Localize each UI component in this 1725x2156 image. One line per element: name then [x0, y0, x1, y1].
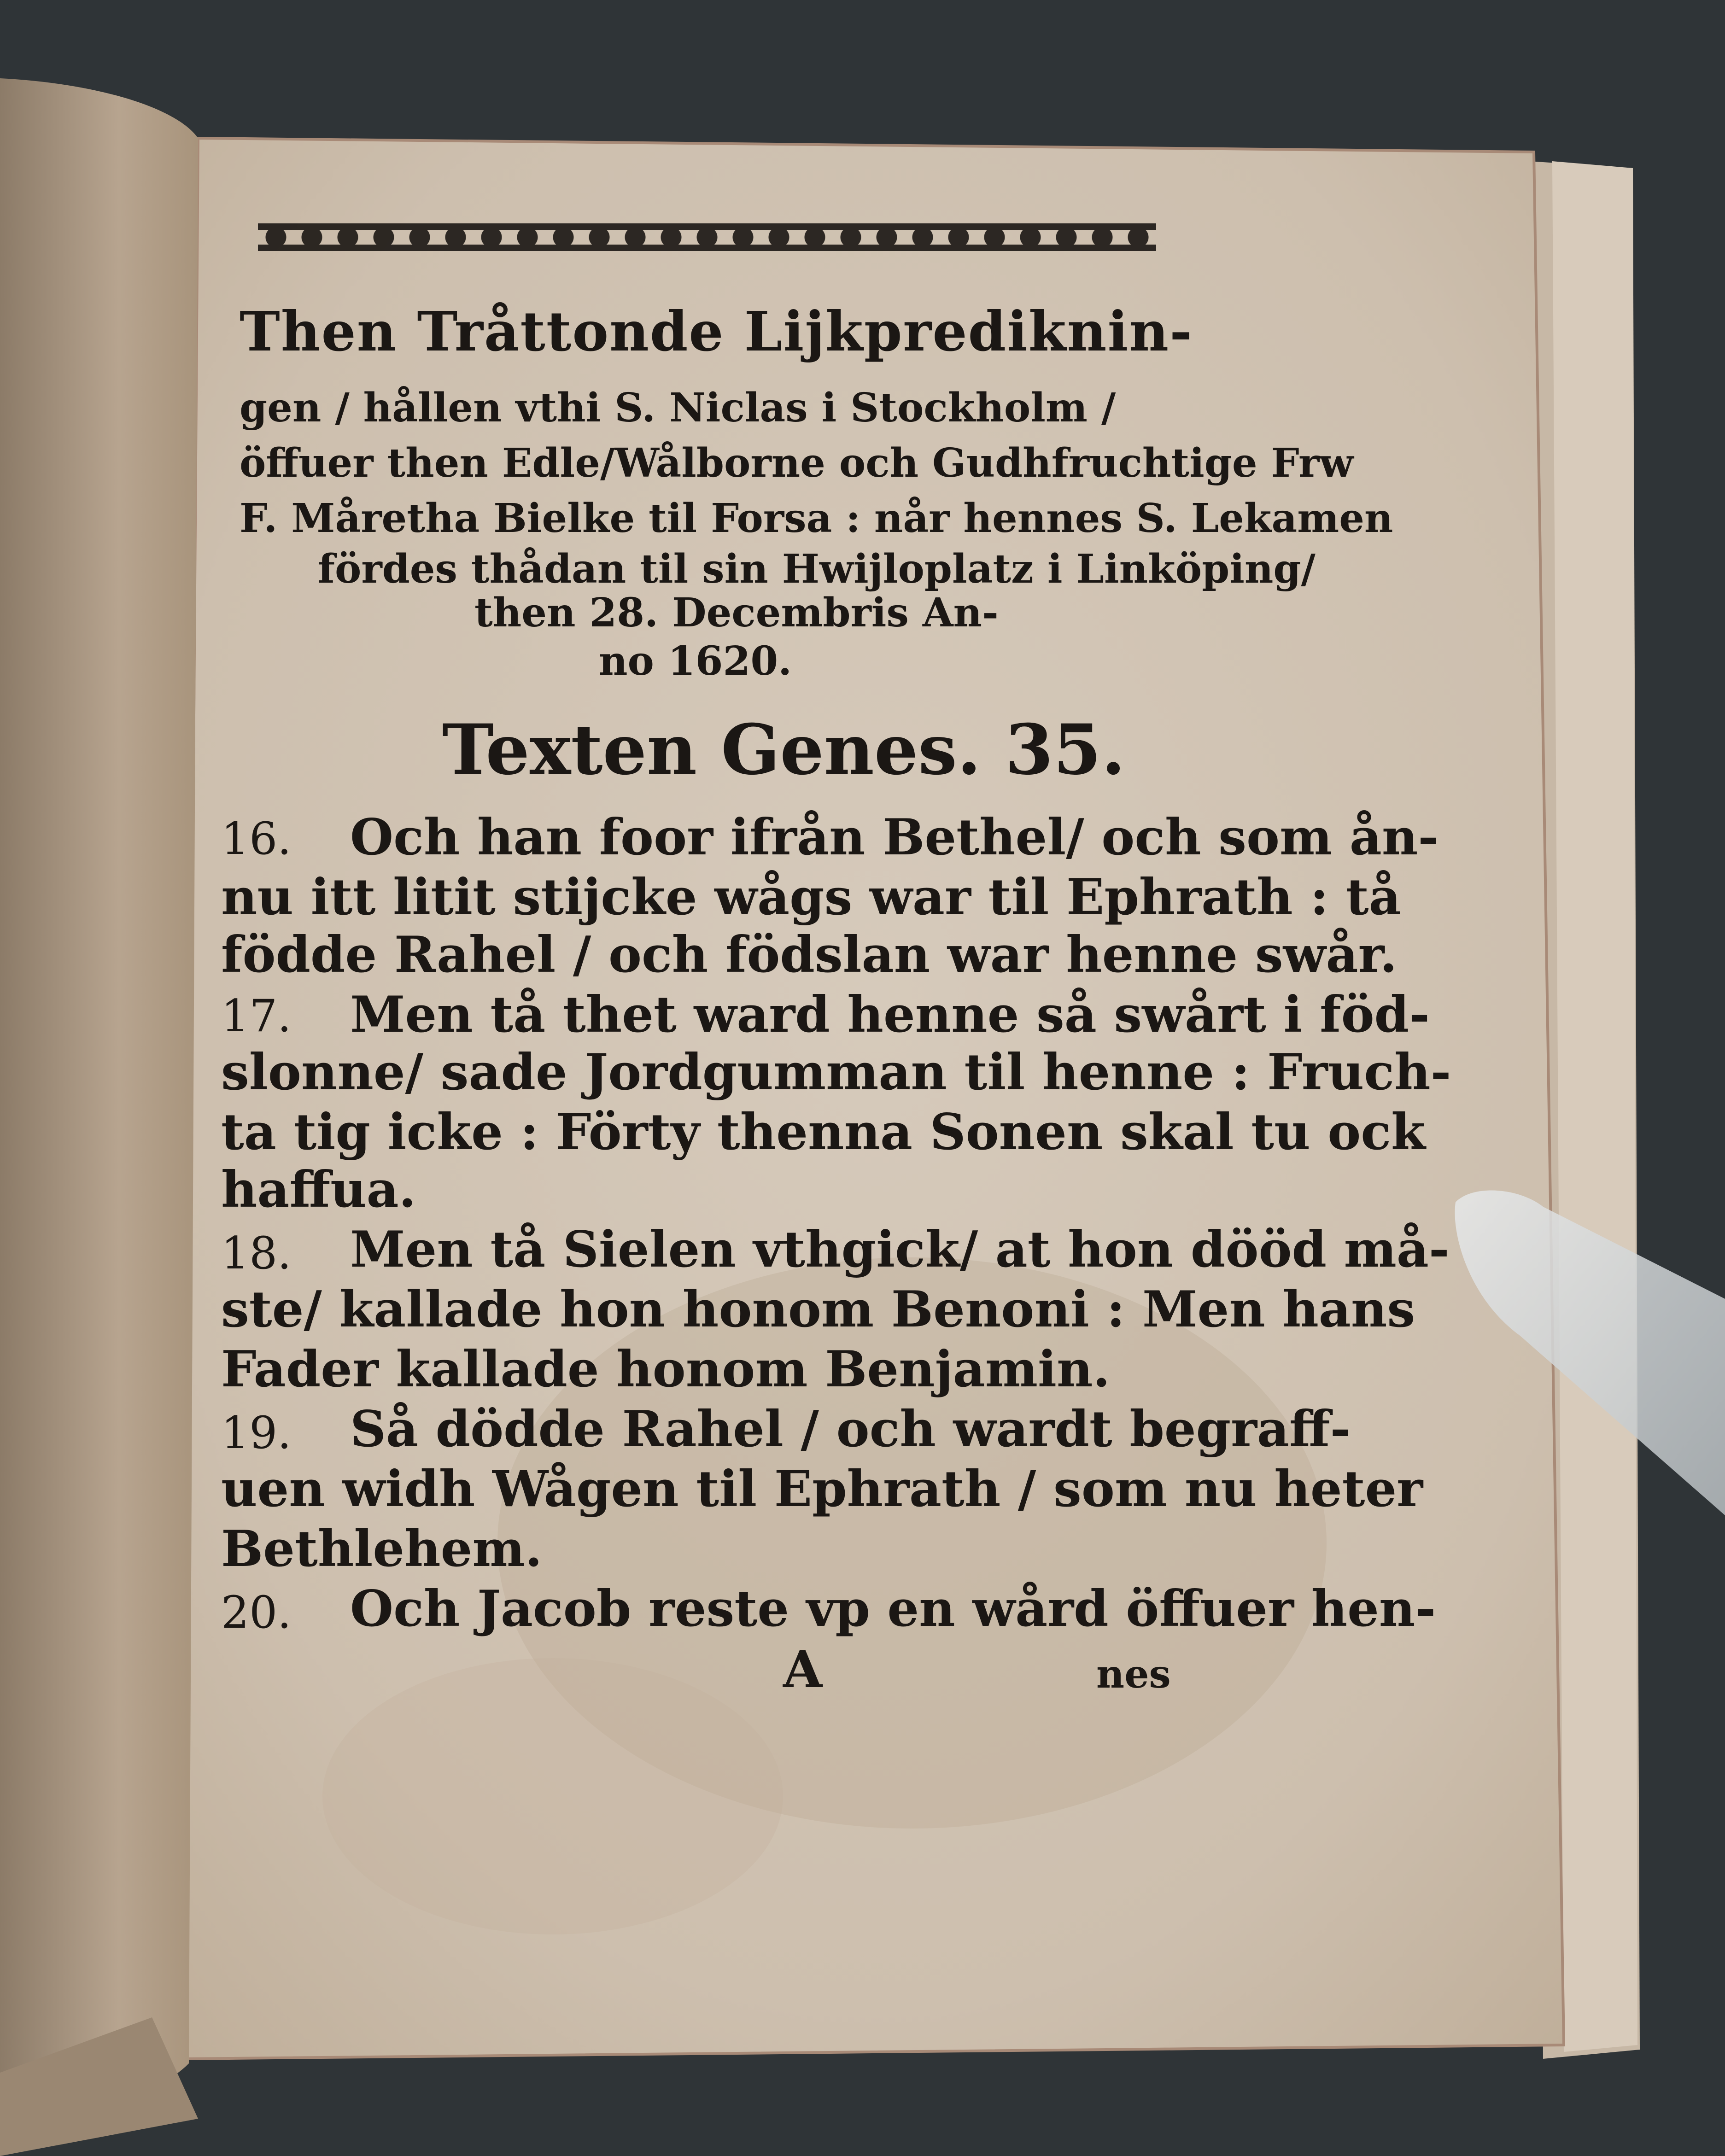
verse-line: nu itt litit stijcke wågs war til Ephrath : tå: [221, 868, 1401, 926]
verse-number: 16.: [221, 813, 292, 865]
verse-line: Så dödde Rahel / och wardt begraff-: [350, 1400, 1351, 1458]
heading-line-6: then 28. Decembris An-: [474, 590, 999, 636]
heading-line-1: Then Tråttonde Lijkprediknin-: [240, 299, 1193, 363]
heading-line-5: fördes thådan til sin Hwijloplatz i Linköping/: [318, 546, 1316, 592]
heading-line-4: F. Måretha Bielke til Forsa : når hennes S. Lekamen: [240, 495, 1393, 542]
verse-line: födde Rahel / och födslan war henne swår.: [221, 926, 1398, 984]
verse-number: 18.: [221, 1227, 292, 1279]
verse-line: haffua.: [221, 1161, 416, 1219]
left-page: [0, 78, 198, 2128]
verse-line: slonne/ sade Jordgumman til henne : Fruch-: [221, 1043, 1451, 1101]
heading-line-7: no 1620.: [599, 638, 792, 684]
signature-mark: A: [783, 1640, 823, 1699]
catchword: nes: [1096, 1651, 1171, 1697]
verse-number: 19.: [221, 1407, 292, 1459]
verse-number: 17.: [221, 990, 292, 1042]
verse-line: Bethlehem.: [221, 1520, 543, 1578]
heading-line-3: öffuer then Edle/Wålborne och Gudhfruchtige Frw: [240, 440, 1354, 486]
verse-line: Men tå Sielen vthgick/ at hon dööd må-: [350, 1221, 1450, 1279]
verse-line: Fader kallade honom Benjamin.: [221, 1340, 1111, 1398]
text-title: Texten Genes. 35.: [442, 709, 1126, 790]
verse-line: ta tig icke : Förty thenna Sonen skal tu ock: [221, 1103, 1426, 1161]
verse-line: Men tå thet ward henne så swårt i föd-: [350, 986, 1430, 1044]
verse-line: Och Jacob reste vp en wård öffuer hen-: [350, 1580, 1436, 1638]
verse-line: uen widh Wågen til Ephrath / som nu heter: [221, 1460, 1423, 1518]
verse-line: Och han foor ifrån Bethel/ och som ån-: [350, 808, 1439, 866]
verse-number: 20.: [221, 1587, 292, 1638]
heading-line-2: gen / hållen vthi S. Niclas i Stockholm /: [240, 385, 1116, 431]
verse-line: ste/ kallade hon honom Benoni : Men hans: [221, 1280, 1415, 1338]
ornament-band: [258, 214, 1156, 260]
